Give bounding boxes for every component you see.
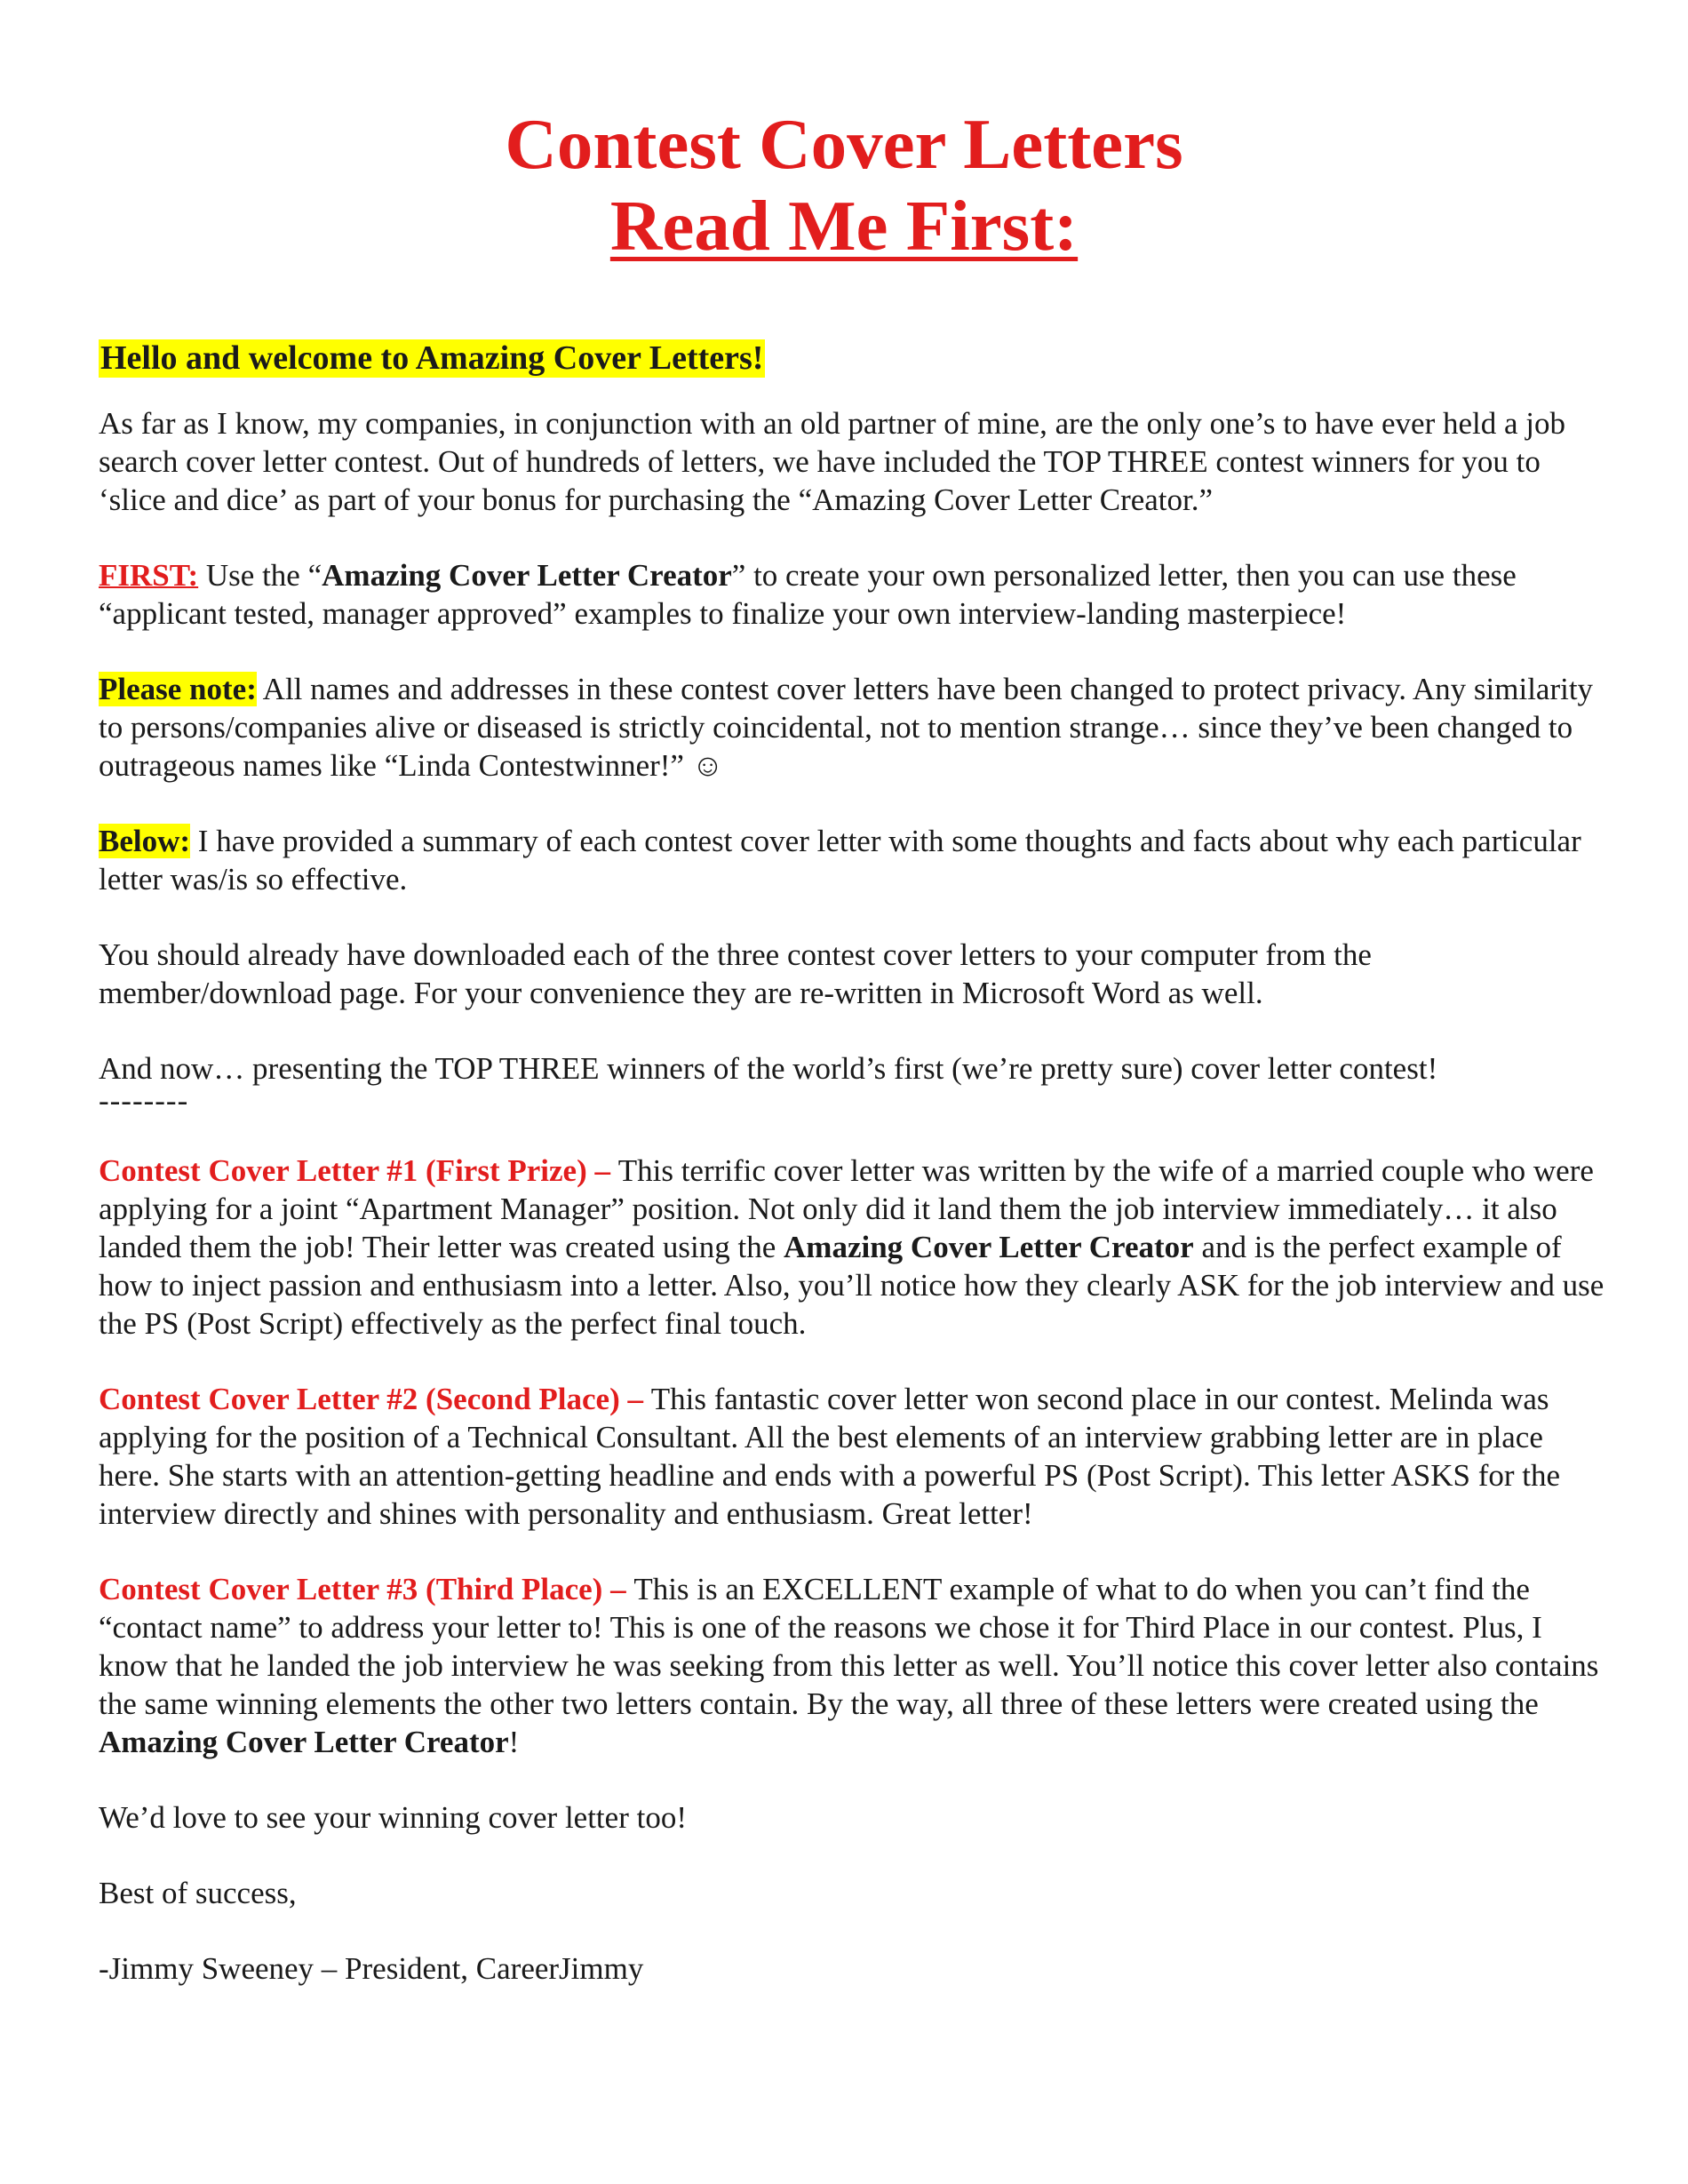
title-line-2: Read Me First: bbox=[609, 186, 1079, 266]
first-paragraph bbox=[99, 556, 1609, 633]
divider: -------- bbox=[99, 1083, 189, 1118]
below-label: Below: bbox=[99, 824, 191, 858]
presenting-paragraph bbox=[99, 1049, 1609, 1118]
letter1-product: Amazing Cover Letter Creator bbox=[784, 1230, 1194, 1264]
downloaded-paragraph: You should already have downloaded each of the three contest cover letters to your computer from the member/download page. For your convenience they are re-written in Microsoft Word as well. bbox=[99, 937, 1372, 1010]
first-pre: Use the “ bbox=[198, 558, 322, 593]
letter3-pre: This is an EXCELLENT example of what to do when you can’t find the “contact name” to address your letter to! This is one of the reasons we chose it for Third Place in our contest. Plus, I know that he landed the job interview he was seeking from this letter as well. You’ll notice this cover letter also contains the same winning elements the other two letters contain. By the way, all three of these letters were created using the bbox=[99, 1572, 1599, 1721]
letter2-label: Contest Cover Letter #2 (Second Place) – bbox=[99, 1382, 651, 1416]
title-line-1: Contest Cover Letters bbox=[505, 104, 1183, 184]
welcome-paragraph bbox=[99, 339, 1609, 378]
signature: -Jimmy Sweeney – President, CareerJimmy bbox=[99, 1951, 644, 1986]
first-product: Amazing Cover Letter Creator bbox=[322, 558, 732, 593]
letter3-paragraph bbox=[99, 1570, 1609, 1761]
first-label: FIRST: bbox=[99, 558, 199, 593]
intro-paragraph: As far as I know, my companies, in conjunction with an old partner of mine, are the only one’s to have ever held a job search cover letter contest. Out of hundreds of letters, we have included the TOP THREE contest winners for you to ‘slice and dice’ as part of your bonus for purchasing the “Amazing Cover Letter Creator.” bbox=[99, 406, 1566, 517]
letter3-label: Contest Cover Letter #3 (Third Place) – bbox=[99, 1572, 634, 1606]
letter3-product: Amazing Cover Letter Creator bbox=[99, 1725, 509, 1759]
below-text: I have provided a summary of each contest cover letter with some thoughts and facts about why each particular letter was/is so effective. bbox=[99, 824, 1581, 897]
letter1-post: and is the perfect example of how to inject passion and enthusiasm into a letter. Also, you’ll notice how they clearly ASK for the job interview and use the PS (Post Script) effectively as the perfect final touch. bbox=[99, 1230, 1604, 1341]
letter1-pre: This terrific cover letter was written by the wife of a married couple who were applying for a joint “Apartment Manager” position. Not only did it land them the job interview immediately… it also landed them the job! Their letter was created using the bbox=[99, 1153, 1594, 1264]
letter2-paragraph bbox=[99, 1380, 1609, 1533]
letter3-post: ! bbox=[508, 1725, 520, 1759]
note-label: Please note: bbox=[99, 672, 257, 706]
love-paragraph: We’d love to see your winning cover letter too! bbox=[99, 1800, 687, 1835]
welcome-heading: Hello and welcome to Amazing Cover Letters! bbox=[100, 339, 764, 377]
letter2-text: This fantastic cover letter won second place in our contest. Melinda was applying for the position of a Technical Consultant. All the best elements of an interview grabbing letter are in place here. She starts with an attention-getting headline and ends with a powerful PS (Post Script). This letter ASKS for the interview directly and shines with personality and enthusiasm. Great letter! bbox=[99, 1382, 1561, 1531]
body-content bbox=[99, 339, 1609, 2025]
first-post: ” to create your own personalized letter, then you can use these “applicant tested, manager approved” examples to finalize your own interview-landing masterpiece! bbox=[99, 558, 1517, 631]
note-paragraph bbox=[99, 670, 1609, 785]
below-paragraph bbox=[99, 822, 1609, 898]
presenting-text: And now… presenting the TOP THREE winners of the world’s first (we’re pretty sure) cover letter contest! bbox=[99, 1051, 1438, 1086]
note-text: All names and addresses in these contest cover letters have been changed to protect privacy. Any similarity to persons/companies alive or diseased is strictly coincidental, not to mention strange… since they’ve been changed to outrageous names like “Linda Contestwinner!” ☺ bbox=[99, 672, 1594, 783]
closing-paragraph: Best of success, bbox=[99, 1876, 297, 1910]
letter1-label: Contest Cover Letter #1 (First Prize) – bbox=[99, 1153, 618, 1188]
letter1-paragraph bbox=[99, 1152, 1609, 1343]
